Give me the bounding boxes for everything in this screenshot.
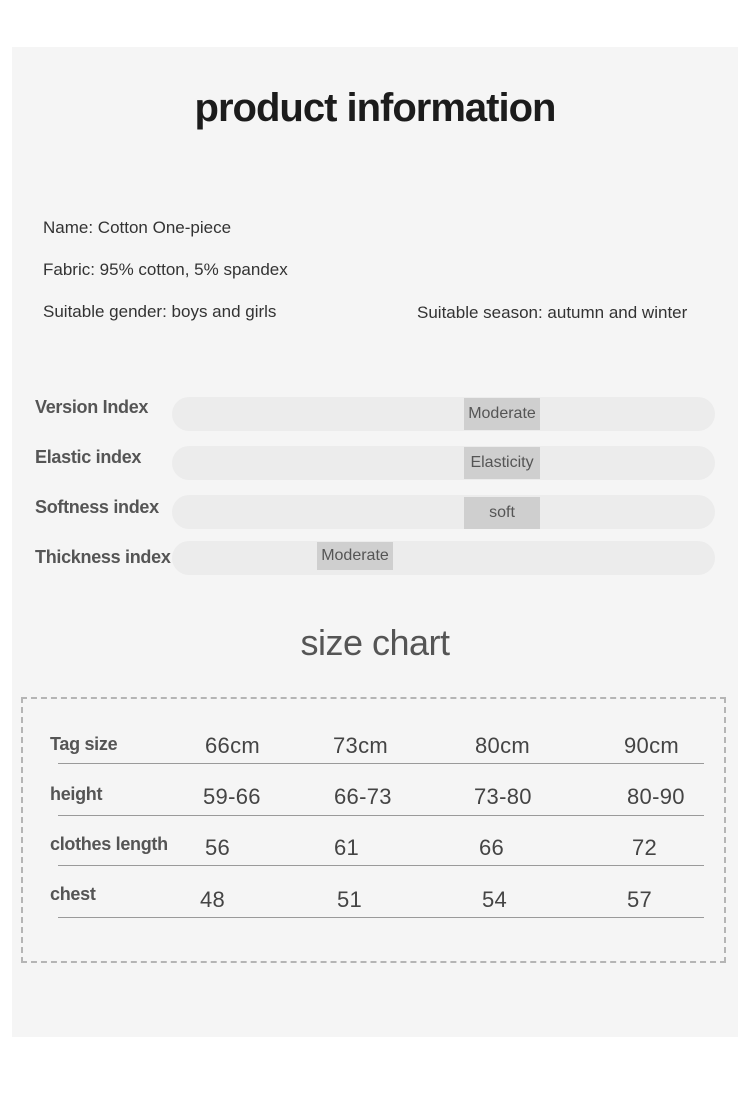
- index-track: [172, 397, 715, 431]
- table-cell: 90cm: [624, 733, 679, 758]
- table-cell: 59-66: [203, 784, 261, 809]
- product-gender: Suitable gender: boys and girls: [43, 302, 277, 321]
- table-cell: 48: [200, 887, 226, 912]
- row-label: clothes length: [50, 834, 168, 854]
- index-marker: Moderate: [317, 542, 393, 570]
- product-season: Suitable season: autumn and winter: [417, 303, 688, 322]
- index-marker: Elasticity: [464, 447, 540, 479]
- index-label: Thickness index: [35, 547, 171, 567]
- table-cell: 80cm: [475, 733, 530, 758]
- index-track: [172, 541, 715, 575]
- row-divider: [58, 815, 704, 816]
- index-label: Elastic index: [35, 447, 142, 467]
- table-cell: 51: [337, 887, 363, 912]
- row-divider: [58, 763, 704, 764]
- table-cell: 73cm: [333, 733, 388, 758]
- row-label: chest: [50, 884, 96, 904]
- table-cell: 66cm: [205, 733, 260, 758]
- index-marker: soft: [464, 497, 540, 529]
- row-label: Tag size: [50, 734, 118, 754]
- table-cell: 57: [627, 887, 653, 912]
- product-fabric: Fabric: 95% cotton, 5% spandex: [43, 260, 288, 279]
- table-cell: 61: [334, 835, 360, 860]
- table-cell: 66-73: [334, 784, 392, 809]
- table-cell: 72: [632, 835, 658, 860]
- row-divider: [58, 917, 704, 918]
- size-chart-title: size chart: [300, 622, 450, 663]
- table-cell: 66: [479, 835, 505, 860]
- table-cell: 54: [482, 887, 508, 912]
- page-title: product information: [194, 86, 556, 130]
- row-label: height: [50, 784, 103, 804]
- index-label: Softness index: [35, 497, 159, 517]
- index-track: [172, 495, 715, 529]
- table-cell: 73-80: [474, 784, 532, 809]
- product-name: Name: Cotton One-piece: [43, 218, 232, 237]
- index-marker: Moderate: [464, 398, 540, 430]
- index-track: [172, 446, 715, 480]
- table-cell: 80-90: [627, 784, 685, 809]
- table-cell: 56: [205, 835, 231, 860]
- index-label: Version Index: [35, 397, 149, 417]
- row-divider: [58, 865, 704, 866]
